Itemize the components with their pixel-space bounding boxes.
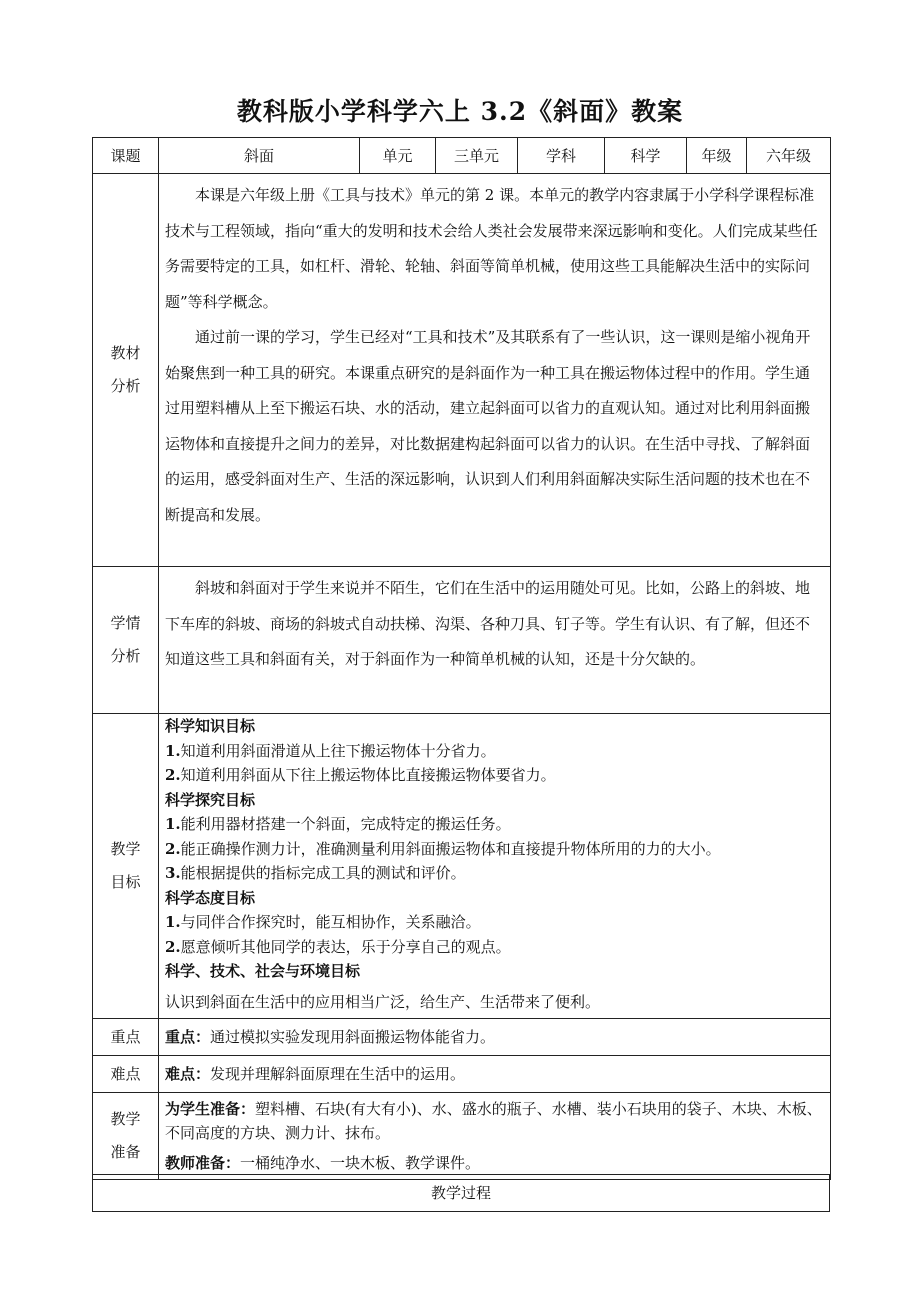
label-line-2: 分析 xyxy=(110,647,141,665)
student-preparation: 为学生准备：塑料槽、石块(有大有小)、水、盛水的瓶子、水槽、装小石块用的袋子、木块、木板、不同高度的方块、测力计、抹布。 xyxy=(165,1099,822,1142)
label-line-1: 教学 xyxy=(110,839,141,858)
student-paragraph: 斜坡和斜面对于学生来说并不陌生，它们在生活中的运用随处可见。比如，公路上的斜坡、地下车库的斜坡、商场的斜坡式自动扶梯、沟渠、各种刀具、钉子等。学生有认识、有了解，但还不知道这些工具和斜面有关，对于斜面作为一种简单机械的认知，还是十分欠缺的。 xyxy=(165,579,811,668)
key-point-row xyxy=(93,1018,831,1055)
difficulty-text: 发现并理解斜面原理在生活中的运用。 xyxy=(210,1064,466,1083)
difficulty-label: 难点 xyxy=(93,1055,159,1092)
material-paragraph-2: 通过前一课的学习，学生已经对“工具和技术”及其联系有了一些认识，这一课则是缩小视角开始聚焦到一种工具的研究。本课重点研究的是斜面作为一种工具在搬运物体过程中的作用。学生通过用塑料槽从上至下搬运石块、水的活动，建立起斜面可以省力的直观认知。通过对比利用斜面搬运物体和直接提升之间力的差异，对比数据建构起斜面可以省力的认识。在生活中寻找、了解斜面的运用，感受斜面对生产、生活的深远影响，认识到人们利用斜面解决实际生活问题的技术也在不断提高和发展。 xyxy=(165,328,811,524)
difficulty-row xyxy=(93,1055,831,1092)
attitude-goals-title: 科学态度目标 xyxy=(165,888,256,907)
inquiry-goal-item: 3.能根据提供的指标完成工具的测试和评价。 xyxy=(165,864,466,882)
inquiry-goal-item: 2.能正确操作测力计，准确测量利用斜面搬运物体和直接提升物体所用的力的大小。 xyxy=(165,839,721,858)
student-analysis-row xyxy=(93,567,831,714)
grade-value: 六年级 xyxy=(747,138,831,174)
label-line-2: 目标 xyxy=(110,872,141,891)
label-line-1: 教学 xyxy=(110,1109,141,1128)
label-line-2: 准备 xyxy=(110,1142,141,1161)
subject-value: 科学 xyxy=(605,138,687,174)
teacher-preparation: 教师准备：一桶纯净水、一块木板、教学课件。 xyxy=(165,1153,481,1172)
header-row xyxy=(93,138,831,174)
subject-label: 学科 xyxy=(518,138,605,174)
material-analysis-row xyxy=(93,174,831,567)
knowledge-goal-item: 2.知道利用斜面从下往上搬运物体比直接搬运物体要省力。 xyxy=(165,766,556,784)
material-analysis-label xyxy=(93,174,159,567)
attitude-goal-item: 2.愿意倾听其他同学的表达，乐于分享自己的观点。 xyxy=(165,937,511,956)
inquiry-goals-title: 科学探究目标 xyxy=(165,790,256,809)
attitude-goal-item: 1.与同伴合作探究时，能互相协作，关系融洽。 xyxy=(165,913,481,931)
preparation-label xyxy=(93,1092,159,1179)
goals-row xyxy=(93,714,831,1019)
difficulty-prefix: 难点： xyxy=(165,1064,211,1083)
label-line-2: 分析 xyxy=(110,377,141,395)
teaching-process-header: 教学过程 xyxy=(92,1174,830,1212)
material-analysis-content xyxy=(159,174,831,567)
lesson-value: 斜面 xyxy=(159,138,360,174)
goals-label xyxy=(93,714,159,1019)
key-point-content xyxy=(159,1018,831,1055)
label-line-1: 学情 xyxy=(110,614,141,632)
key-point-label: 重点 xyxy=(93,1018,159,1055)
knowledge-goals-title: 科学知识目标 xyxy=(165,717,256,735)
key-point-text: 通过模拟实验发现用斜面搬运物体能省力。 xyxy=(210,1027,496,1046)
inquiry-goal-item: 1.能利用器材搭建一个斜面，完成特定的搬运任务。 xyxy=(165,815,511,833)
stse-goal-text: 认识到斜面在生活中的应用相当广泛，给生产、生活带来了便利。 xyxy=(165,992,601,1011)
preparation-row xyxy=(93,1092,831,1179)
material-paragraph-1: 本课是六年级上册《工具与技术》单元的第 2 课。本单元的教学内容隶属于小学科学课程标准技术与工程领域，指向“重大的发明和技术会给人类社会发展带来深远影响和变化。人们完成某些任务需要特定的工具，如杠杆、滑轮、轮轴、斜面等简单机械，使用这些工具能解决生活中的实际问题”等科学概念。 xyxy=(165,186,818,311)
stse-goals-title: 科学、技术、社会与环境目标 xyxy=(165,962,361,980)
lesson-plan-table xyxy=(92,137,831,1180)
student-analysis-label xyxy=(93,567,159,714)
knowledge-goal-item: 1.知道利用斜面滑道从上往下搬运物体十分省力。 xyxy=(165,741,496,760)
preparation-content xyxy=(159,1092,831,1179)
unit-label: 单元 xyxy=(360,138,436,174)
label-line-1: 教材 xyxy=(110,344,141,362)
student-analysis-content xyxy=(159,567,831,714)
grade-label: 年级 xyxy=(687,138,747,174)
goals-content xyxy=(159,714,831,1019)
key-point-prefix: 重点： xyxy=(165,1027,211,1046)
page-title: 教科版小学科学六上 3.2《斜面》教案 xyxy=(236,97,684,126)
unit-value: 三单元 xyxy=(436,138,518,174)
lesson-label: 课题 xyxy=(93,138,159,174)
difficulty-content xyxy=(159,1055,831,1092)
